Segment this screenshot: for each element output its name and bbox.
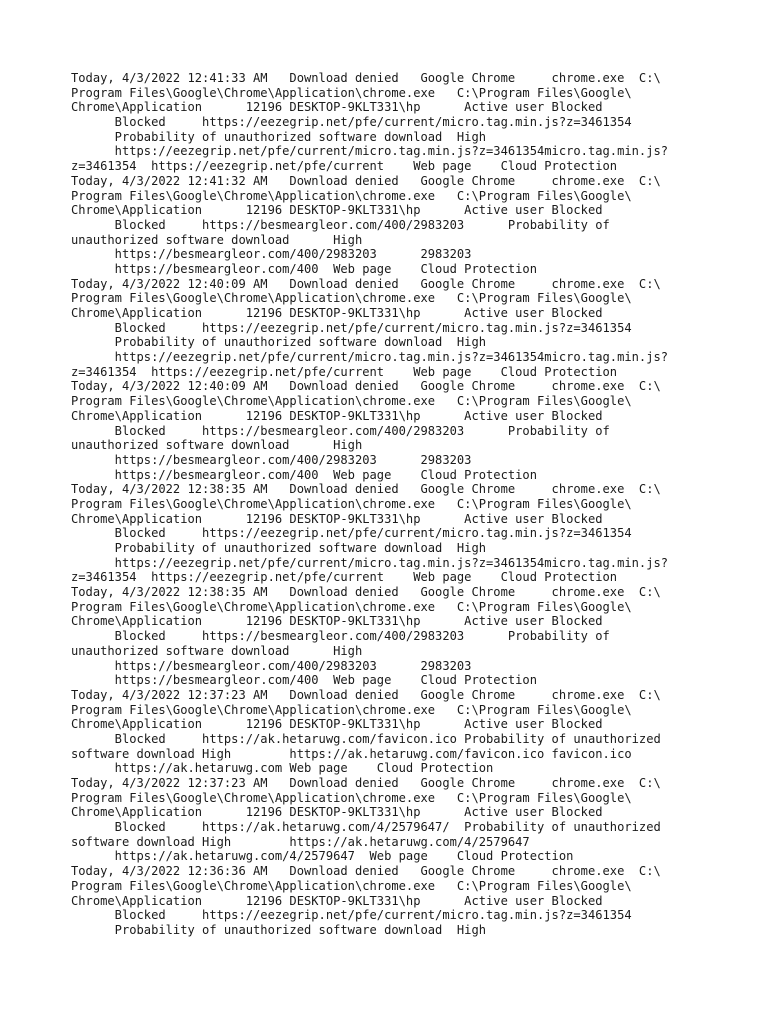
- log-line: Program Files\Google\Chrome\Application\chrome.exe C:\Program Files\Google\: [71, 188, 632, 203]
- log-line: Program Files\Google\Chrome\Application\chrome.exe C:\Program Files\Google\: [71, 790, 632, 805]
- log-line: Today, 4/3/2022 12:36:36 AM Download denied Google Chrome chrome.exe C:\: [71, 864, 661, 879]
- log-line: https://eezegrip.net/pfe/current/micro.tag.min.js?z=3461354micro.tag.min.js?: [71, 555, 669, 570]
- log-line: z=3461354 https://eezegrip.net/pfe/current Web page Cloud Protection: [71, 364, 618, 379]
- log-line: Today, 4/3/2022 12:37:23 AM Download denied Google Chrome chrome.exe C:\: [71, 687, 661, 702]
- log-line: https://eezegrip.net/pfe/current/micro.tag.min.js?z=3461354micro.tag.min.js?: [71, 350, 669, 365]
- log-line: Blocked https://eezegrip.net/pfe/current/micro.tag.min.js?z=3461354: [71, 908, 632, 923]
- log-line: software download High https://ak.hetaruwg.com/favicon.ico favicon.ico: [71, 746, 632, 761]
- log-line: Chrome\Application 12196 DESKTOP-9KLT331\hp Active user Blocked: [71, 717, 603, 732]
- log-line: Today, 4/3/2022 12:37:23 AM Download denied Google Chrome chrome.exe C:\: [71, 776, 661, 790]
- log-line: Chrome\Application 12196 DESKTOP-9KLT331\hp Active user Blocked: [71, 511, 603, 526]
- log-line: Blocked https://ak.hetaruwg.com/4/2579647/ Probability of unauthorized: [71, 820, 661, 835]
- log-line: Blocked https://eezegrip.net/pfe/current/micro.tag.min.js?z=3461354: [71, 526, 632, 541]
- log-line: software download High https://ak.hetaruwg.com/4/2579647: [71, 834, 530, 849]
- log-line: https://besmeargleor.com/400/2983203 2983203: [71, 247, 472, 262]
- log-line: Program Files\Google\Chrome\Application\chrome.exe C:\Program Files\Google\: [71, 496, 632, 511]
- log-line: Blocked https://eezegrip.net/pfe/current/micro.tag.min.js?z=3461354: [71, 320, 632, 335]
- log-line: Chrome\Application 12196 DESKTOP-9KLT331\hp Active user Blocked: [71, 893, 603, 908]
- log-line: Program Files\Google\Chrome\Application\chrome.exe C:\Program Files\Google\: [71, 702, 632, 717]
- log-line: Blocked https://besmeargleor.com/400/2983203 Probability of: [71, 217, 610, 232]
- log-line: Chrome\Application 12196 DESKTOP-9KLT331\hp Active user Blocked: [71, 408, 603, 423]
- log-line: Chrome\Application 12196 DESKTOP-9KLT331\hp Active user Blocked: [71, 614, 603, 629]
- log-line: unauthorized software download High: [71, 232, 363, 247]
- log-line: Today, 4/3/2022 12:40:09 AM Download denied Google Chrome chrome.exe C:\: [71, 276, 661, 291]
- log-line: https://ak.hetaruwg.com/4/2579647 Web page Cloud Protection: [71, 849, 574, 864]
- log-line: Chrome\Application 12196 DESKTOP-9KLT331\hp Active user Blocked: [71, 203, 603, 218]
- log-line: Probability of unauthorized software download High: [71, 541, 487, 555]
- log-line: Program Files\Google\Chrome\Application\chrome.exe C:\Program Files\Google\: [71, 291, 632, 306]
- log-line: Probability of unauthorized software download High: [71, 129, 487, 144]
- log-line: https://besmeargleor.com/400 Web page Cloud Protection: [71, 261, 537, 276]
- log-line: Chrome\Application 12196 DESKTOP-9KLT331\hp Active user Blocked: [71, 100, 603, 115]
- log-line: Chrome\Application 12196 DESKTOP-9KLT331\hp Active user Blocked: [71, 306, 603, 320]
- log-line: unauthorized software download High: [71, 643, 363, 658]
- log-line: Today, 4/3/2022 12:41:32 AM Download denied Google Chrome chrome.exe C:\: [71, 173, 661, 188]
- log-line: Probability of unauthorized software download High: [71, 922, 487, 937]
- log-line: https://besmeargleor.com/400/2983203 2983203: [71, 452, 472, 467]
- log-line: Probability of unauthorized software download High: [71, 335, 487, 350]
- log-line: Blocked https://eezegrip.net/pfe/current/micro.tag.min.js?z=3461354: [71, 115, 632, 130]
- log-line: https://besmeargleor.com/400/2983203 2983203: [71, 658, 472, 673]
- log-line: https://besmeargleor.com/400 Web page Cloud Protection: [71, 467, 537, 482]
- log-line: https://besmeargleor.com/400 Web page Cloud Protection: [71, 673, 537, 688]
- log-line: Today, 4/3/2022 12:41:33 AM Download denied Google Chrome chrome.exe C:\: [71, 71, 661, 85]
- log-line: unauthorized software download High: [71, 438, 363, 453]
- log-line: Program Files\Google\Chrome\Application\chrome.exe C:\Program Files\Google\: [71, 85, 632, 100]
- log-line: Blocked https://besmeargleor.com/400/2983203 Probability of: [71, 423, 610, 438]
- log-line: Blocked https://ak.hetaruwg.com/favicon.ico Probability of unauthorized: [71, 731, 661, 746]
- log-line: https://eezegrip.net/pfe/current/micro.tag.min.js?z=3461354micro.tag.min.js?: [71, 144, 669, 159]
- log-line: Blocked https://besmeargleor.com/400/2983203 Probability of: [71, 629, 610, 644]
- log-line: Program Files\Google\Chrome\Application\chrome.exe C:\Program Files\Google\: [71, 394, 632, 409]
- log-line: Today, 4/3/2022 12:38:35 AM Download denied Google Chrome chrome.exe C:\: [71, 482, 661, 497]
- log-line: https://ak.hetaruwg.com Web page Cloud Protection: [71, 761, 494, 776]
- log-line: Program Files\Google\Chrome\Application\chrome.exe C:\Program Files\Google\: [71, 878, 632, 893]
- log-line: Today, 4/3/2022 12:40:09 AM Download denied Google Chrome chrome.exe C:\: [71, 379, 661, 394]
- log-line: z=3461354 https://eezegrip.net/pfe/current Web page Cloud Protection: [71, 570, 618, 585]
- log-line: Program Files\Google\Chrome\Application\chrome.exe C:\Program Files\Google\: [71, 599, 632, 614]
- log-line: Today, 4/3/2022 12:38:35 AM Download denied Google Chrome chrome.exe C:\: [71, 585, 661, 600]
- log-line: z=3461354 https://eezegrip.net/pfe/current Web page Cloud Protection: [71, 159, 618, 174]
- log-document: [71, 71, 761, 938]
- log-line: Chrome\Application 12196 DESKTOP-9KLT331\hp Active user Blocked: [71, 805, 603, 820]
